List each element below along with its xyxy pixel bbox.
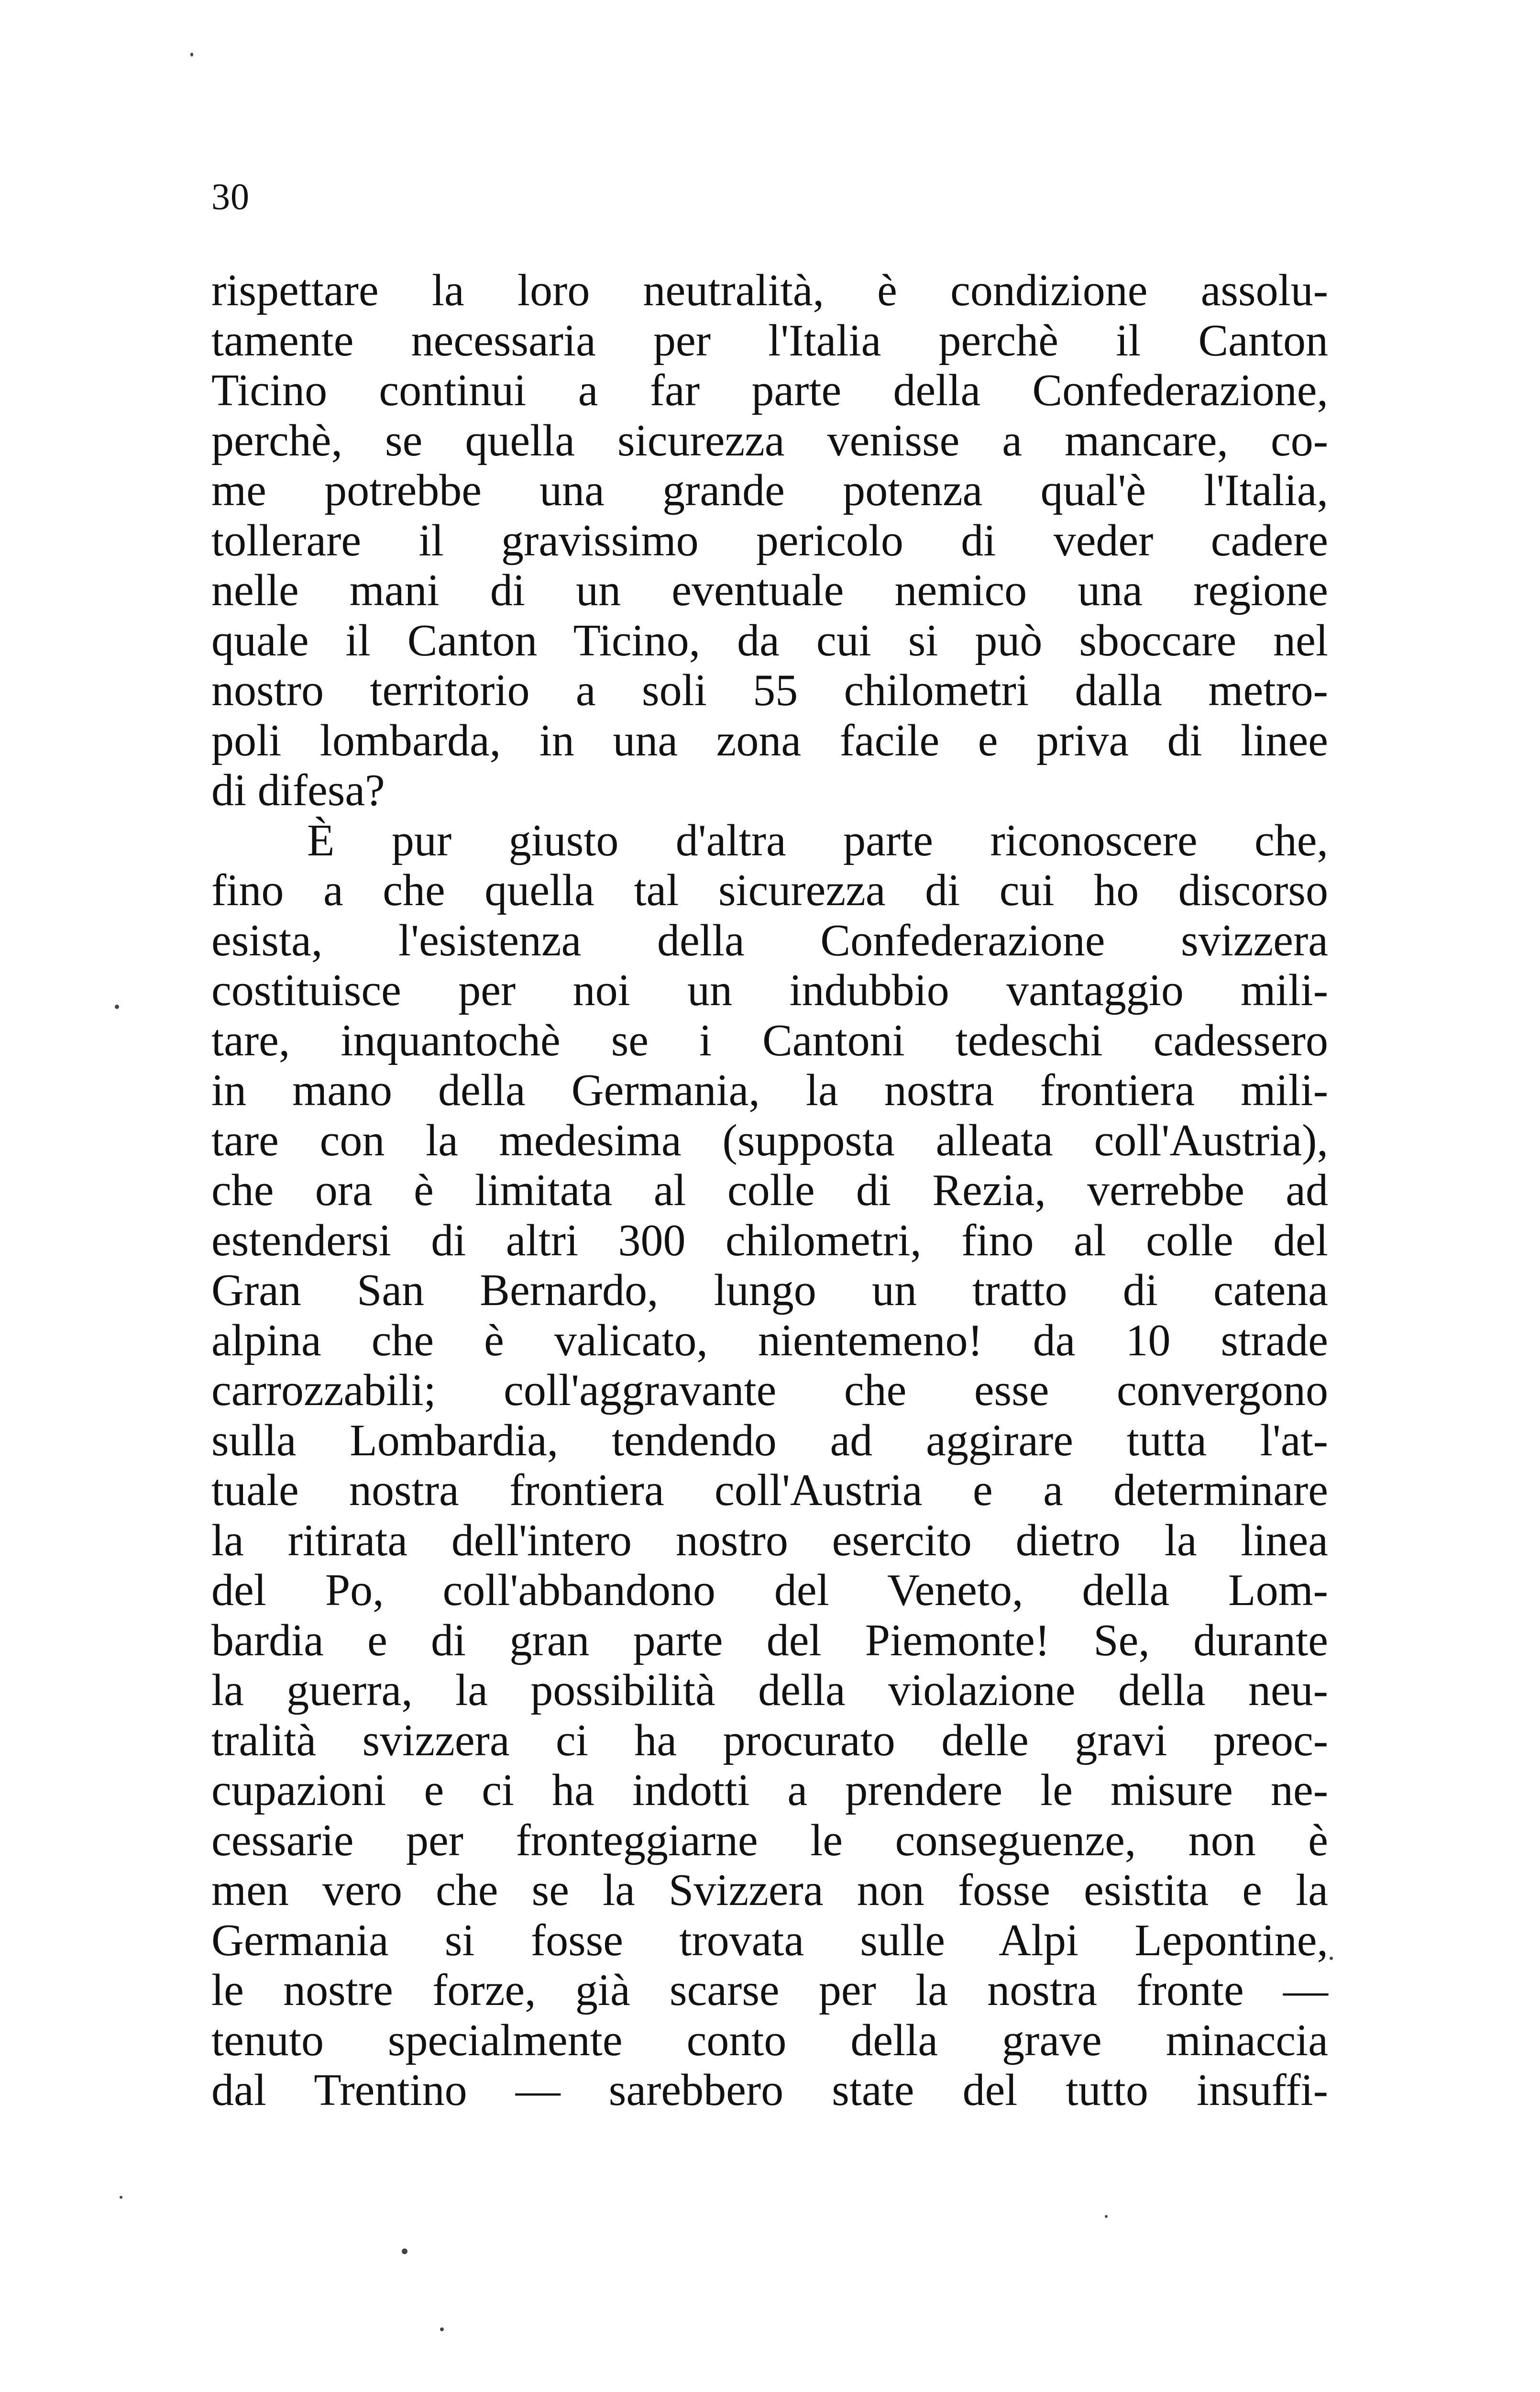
- text-line: esista, l'esistenza della Confederazione svizzera: [211, 915, 1328, 965]
- text-line: cupazioni e ci ha indotti a prendere le misure ne-: [211, 1765, 1328, 1815]
- text-line: sulla Lombardia, tendendo ad aggirare tutta l'at-: [211, 1415, 1328, 1465]
- text-line: tenuto specialmente conto della grave minaccia: [211, 2015, 1328, 2065]
- text-line: tollerare il gravissimo pericolo di veder cadere: [211, 515, 1328, 565]
- scan-speck: [120, 2196, 122, 2199]
- text-line: Gran San Bernardo, lungo un tratto di catena: [211, 1265, 1328, 1315]
- text-line: rispettare la loro neutralità, è condizione assolu-: [211, 266, 1328, 315]
- paragraph-start-line: È pur giusto d'altra parte riconoscere che,: [307, 815, 1328, 865]
- text-line: tamente necessaria per l'Italia perchè il Canton: [211, 315, 1328, 365]
- text-line: perchè, se quella sicurezza venisse a mancare, co-: [211, 415, 1328, 465]
- text-line: estendersi di altri 300 chilometri, fino al colle del: [211, 1215, 1328, 1265]
- text-line: la guerra, la possibilità della violazione della neu-: [211, 1665, 1328, 1715]
- page-number: 30: [211, 176, 250, 217]
- scan-speck: [115, 1005, 119, 1009]
- text-line: nelle mani di un eventuale nemico una regione: [211, 565, 1328, 615]
- text-line: me potrebbe una grande potenza qual'è l'Italia,: [211, 465, 1328, 515]
- scan-speck: [1330, 1957, 1333, 1960]
- text-line: fino a che quella tal sicurezza di cui ho discorso: [211, 865, 1328, 915]
- text-line: quale il Canton Ticino, da cui si può sboccare nel: [211, 615, 1328, 665]
- text-line: le nostre forze, già scarse per la nostra fronte —: [211, 1965, 1328, 2015]
- text-line: cessarie per fronteggiarne le conseguenze, non è: [211, 1815, 1328, 1865]
- scan-speck: [440, 2327, 444, 2331]
- body-text: [211, 266, 1328, 2115]
- text-line: nostro territorio a soli 55 chilometri dalla metro-: [211, 665, 1328, 715]
- text-line: dal Trentino — sarebbero state del tutto insuffi-: [211, 2065, 1328, 2115]
- text-line: alpina che è valicato, nientemeno! da 10 strade: [211, 1315, 1328, 1365]
- text-line: che ora è limitata al colle di Rezia, verrebbe ad: [211, 1165, 1328, 1215]
- paragraph-end-line: di difesa?: [211, 765, 385, 815]
- text-line: tuale nostra frontiera coll'Austria e a determinare: [211, 1465, 1328, 1515]
- text-line: men vero che se la Svizzera non fosse esistita e la: [211, 1865, 1328, 1915]
- text-line: in mano della Germania, la nostra frontiera mili-: [211, 1065, 1328, 1115]
- text-line: la ritirata dell'intero nostro esercito dietro la linea: [211, 1515, 1328, 1565]
- scan-speck: [190, 53, 193, 56]
- text-line: costituisce per noi un indubbio vantaggio mili-: [211, 965, 1328, 1015]
- text-line: Ticino continui a far parte della Confederazione,: [211, 365, 1328, 415]
- text-line: bardia e di gran parte del Piemonte! Se, durante: [211, 1615, 1328, 1665]
- text-line: tare con la medesima (supposta alleata coll'Austria),: [211, 1115, 1328, 1165]
- text-line: del Po, coll'abbandono del Veneto, della Lom-: [211, 1565, 1328, 1615]
- text-line: tare, inquantochè se i Cantoni tedeschi cadessero: [211, 1015, 1328, 1065]
- scan-speck: [402, 2248, 407, 2254]
- text-line: tralità svizzera ci ha procurato delle gravi preoc-: [211, 1715, 1328, 1765]
- text-line: Germania si fosse trovata sulle Alpi Lepontine,: [211, 1915, 1328, 1965]
- scan-speck: [1105, 2215, 1108, 2218]
- text-line: poli lombarda, in una zona facile e priva di linee: [211, 715, 1328, 765]
- text-line: carrozzabili; coll'aggravante che esse convergono: [211, 1365, 1328, 1415]
